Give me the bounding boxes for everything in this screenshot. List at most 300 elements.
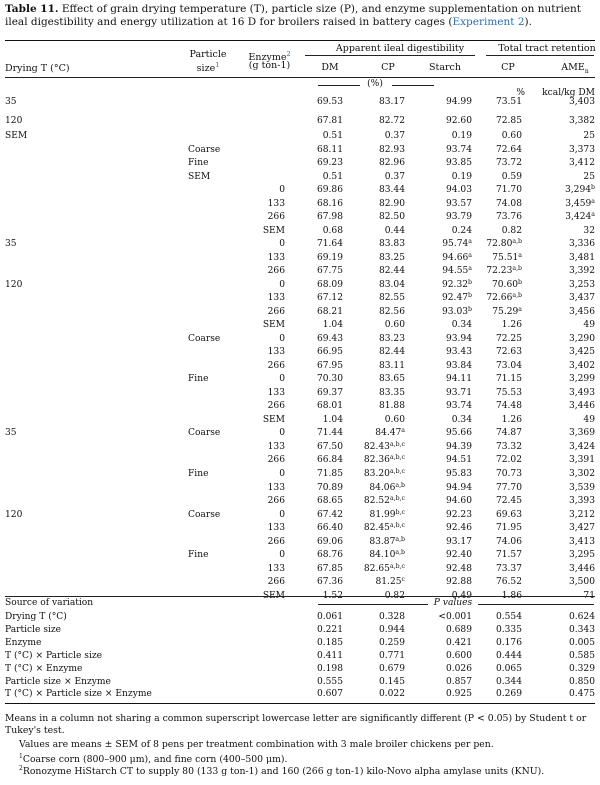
p-value-cell: 0.421 [445, 637, 472, 648]
cell-value: 72.23 [486, 266, 513, 277]
enzyme-cell: SEM [262, 414, 285, 425]
p-value-cell: 0.555 [316, 676, 343, 687]
cell-value: 81.99 [369, 509, 396, 520]
cell-value: 81.88 [378, 401, 405, 412]
p-value-cell: 0.185 [316, 637, 343, 648]
cell-value: 72.85 [495, 116, 522, 126]
p-value-cell: 0.585 [568, 650, 595, 661]
ame-value-cell [535, 347, 595, 358]
cell-value: 3,493 [568, 387, 595, 398]
caption-text: Effect of grain drying temperature (T), particle size (P), and enzyme supplementation on nutrient ileal digestibility and energy utilization at 16 D for broilers raised in battery cages ( [5, 3, 582, 28]
pvalues-dash-right [478, 604, 594, 605]
particle-size-cell: SEM [188, 171, 211, 182]
ame-value-cell [535, 523, 595, 534]
cp-value-cell [345, 307, 405, 318]
cell-value: 3,446 [568, 563, 595, 574]
enzyme-cell: 133 [267, 563, 285, 574]
cell-value: 94.55 [442, 266, 469, 277]
cell-value: 71.70 [495, 185, 522, 196]
ame-value-cell [535, 537, 595, 548]
cp-retention-value-cell [462, 469, 522, 480]
cell-value: 3,402 [568, 360, 595, 371]
cell-value: 68.01 [316, 401, 343, 412]
cell-value: 92.46 [445, 523, 472, 534]
cp-retention-value-cell [462, 347, 522, 358]
cell-value: 93.74 [445, 401, 472, 412]
enzyme-cell: SEM [262, 225, 285, 236]
cp-retention-value-cell [462, 564, 522, 575]
cell-value: 93.85 [445, 158, 472, 169]
cp-value-cell [345, 116, 405, 127]
cell-value: 32 [583, 225, 595, 236]
cell-value: 3,392 [568, 266, 595, 277]
cp-retention-value-cell [462, 280, 522, 291]
cell-value: 70.30 [316, 374, 343, 385]
cell-value: 84.10 [369, 550, 396, 561]
cell-value: 93.17 [445, 536, 472, 547]
cell-value: 73.76 [495, 212, 522, 223]
significance-superscript: a,b [512, 292, 522, 300]
source-label: T (°C) × Particle size × Enzyme [5, 689, 152, 700]
cp-retention-value-cell [462, 496, 522, 507]
cell-value: 1.26 [501, 320, 522, 331]
dm-value-cell [283, 293, 343, 304]
source-label: Enzyme [5, 637, 42, 648]
significance-superscript: a,b,c [389, 562, 405, 570]
cell-value: 25 [583, 171, 595, 182]
cell-value: 82.90 [378, 198, 405, 209]
cell-value: 82.43 [363, 441, 390, 452]
cell-value: 3,369 [568, 428, 595, 439]
drying-temp-cell: SEM [5, 131, 28, 141]
bottom-rule [5, 703, 595, 704]
enzyme-cell: 266 [267, 360, 285, 371]
cell-value: 0.82 [384, 590, 405, 601]
enzyme-cell: 266 [267, 212, 285, 223]
significance-superscript: b,c [395, 508, 405, 516]
cp-retention-value-cell [462, 550, 522, 561]
cell-value: 94.60 [445, 496, 472, 507]
pvalues-dash-left [318, 604, 428, 605]
cell-value: 3,212 [568, 509, 595, 520]
cell-value: 81.25 [375, 577, 402, 588]
cell-value: 92.47 [441, 293, 469, 304]
starch-header: Starch [429, 62, 461, 73]
enzyme-cell: 266 [267, 536, 285, 547]
significance-superscript: b [468, 305, 472, 313]
cp-value-cell [345, 347, 405, 358]
cell-value: 0.19 [451, 171, 472, 182]
cp-retention-value-cell [462, 361, 522, 372]
enzyme-cell: 266 [267, 306, 285, 317]
percent-unit-retention: % [516, 88, 525, 98]
significance-superscript: a,b,c [389, 468, 405, 475]
enzyme-cell: 0 [279, 185, 285, 196]
cell-value: 0.82 [501, 225, 522, 236]
percent-unit: (%) [367, 79, 383, 89]
ame-value-cell [535, 334, 595, 345]
cell-value: 92.60 [445, 116, 472, 126]
cell-value: 0.60 [501, 131, 522, 141]
cell-value: 69.23 [316, 158, 343, 169]
cell-value: 74.08 [495, 198, 522, 209]
source-label: T (°C) × Particle size [5, 650, 103, 661]
dm-value-cell [283, 550, 343, 561]
cell-value: 93.57 [445, 198, 472, 209]
cell-value: 66.95 [316, 347, 343, 358]
cp-value-cell [345, 469, 405, 480]
cp-retention-value-cell [462, 510, 522, 521]
cell-value: 69.86 [316, 185, 343, 196]
cell-value: 0.68 [322, 225, 343, 236]
dm-value-cell [283, 239, 343, 250]
dm-value-cell [283, 280, 343, 291]
sources-title: Source of variation [5, 598, 94, 608]
cell-value: 68.11 [316, 144, 343, 155]
cp-value-cell [345, 172, 405, 183]
drying-temp-cell: 120 [5, 509, 23, 520]
enzyme-cell: SEM [262, 320, 285, 331]
dm-value-cell [283, 172, 343, 183]
dm-value-cell [283, 347, 343, 358]
dm-value-cell [283, 158, 343, 169]
cell-value: 3,299 [568, 374, 595, 385]
ame-value-cell [535, 455, 595, 466]
caption-tail: ). [524, 15, 532, 28]
footnote-2: $^2$Ronozyme HiStarch CT to supply 80 (133 g ton-1) and 160 (266 g ton-1) kilo-Novo alpha amylase units (KNU). [19, 765, 545, 778]
significance-superscript: a [591, 197, 595, 205]
cell-value: 66.40 [316, 523, 343, 534]
cell-value: 1.52 [322, 590, 343, 601]
source-label: T (°C) × Enzyme [5, 663, 83, 674]
cell-value: 82.93 [378, 144, 405, 155]
cell-value: 69.43 [316, 333, 343, 344]
significance-superscript: a,b,c [389, 440, 405, 448]
cell-value: 83.87 [369, 536, 396, 547]
ame-value-cell [535, 401, 595, 412]
cp-header: CP [381, 62, 395, 73]
ame-value-cell [535, 212, 595, 223]
top-rule [5, 40, 595, 41]
cell-value: 0.37 [384, 171, 405, 182]
p-value-cell: <0.001 [438, 612, 472, 622]
ame-value-cell [535, 185, 595, 196]
dm-value-cell [283, 199, 343, 210]
cell-value: 72.80 [486, 239, 513, 250]
ame-value-cell [535, 239, 595, 250]
cell-value: 67.98 [316, 212, 343, 223]
cell-value: 72.66 [486, 293, 513, 304]
source-label: Particle size × Enzyme [5, 676, 111, 687]
cell-value: 0.59 [501, 171, 522, 182]
cell-value: 3,403 [568, 97, 595, 107]
dm-value-cell [283, 469, 343, 480]
experiment-link[interactable]: Experiment 2 [452, 15, 525, 28]
cp-value-cell [345, 510, 405, 521]
significance-superscript: a [518, 305, 522, 313]
cell-value: 82.72 [378, 116, 405, 126]
cp-retention-value-cell [462, 266, 522, 277]
enzyme-cell: 133 [267, 293, 285, 304]
cp-retention-value-cell [462, 442, 522, 453]
ame-value-cell [535, 199, 595, 210]
cell-value: 70.73 [495, 469, 522, 479]
cell-value: 0.49 [451, 590, 472, 601]
significance-superscript: b [468, 292, 472, 300]
ame-value-cell [535, 226, 595, 237]
particle-size-cell: Fine [188, 374, 209, 385]
cell-value: 71 [583, 590, 595, 601]
ame-value-cell [535, 320, 595, 331]
cell-value: 94.03 [445, 185, 472, 196]
unit-dash-left [318, 85, 360, 86]
cell-value: 68.65 [316, 496, 343, 507]
caption-label: Table 11. [5, 3, 59, 15]
cell-value: 93.71 [445, 387, 472, 398]
cell-value: 69.53 [316, 97, 343, 107]
p-value-cell: 0.679 [378, 663, 405, 674]
drying-temp-cell: 120 [5, 279, 23, 290]
cp-retention-value-cell [462, 131, 522, 142]
cell-value: 69.37 [316, 387, 343, 398]
ame-value-cell [535, 172, 595, 183]
cell-value: 3,294 [564, 185, 592, 196]
cell-value: 69.06 [316, 536, 343, 547]
significance-superscript: a,b,c [389, 495, 405, 503]
significance-superscript: a,b,c [389, 454, 405, 462]
footnote-means: Means in a column not sharing a common superscript lowercase letter are significantly different (P < 0.05) by Student t or Tukey's test. [5, 713, 587, 736]
cell-value: 82.36 [363, 455, 390, 466]
significance-superscript: b [518, 278, 522, 286]
ame-value-cell [535, 116, 595, 127]
cell-value: 73.51 [495, 97, 522, 107]
cell-value: 83.44 [378, 185, 405, 196]
cp-value-cell [345, 564, 405, 575]
cell-value: 95.74 [442, 239, 469, 250]
significance-superscript: c [401, 576, 405, 584]
cell-value: 66.84 [316, 455, 343, 466]
dm-value-cell [283, 185, 343, 196]
cell-value: 72.25 [495, 333, 522, 344]
cell-value: 67.36 [316, 577, 343, 588]
cell-value: 84.47 [375, 428, 402, 439]
significance-superscript: a [401, 427, 405, 435]
p-value-cell: 0.176 [495, 637, 522, 648]
cp-retention-value-cell [462, 293, 522, 304]
cell-value: 0.51 [322, 131, 343, 141]
enzyme-cell: 133 [267, 387, 285, 398]
dm-value-cell [283, 496, 343, 507]
particle-footnote-mark: 1 [215, 61, 220, 69]
cp-retention-value-cell [462, 307, 522, 318]
p-value-cell: 0.269 [495, 689, 522, 700]
cell-value: 82.96 [378, 158, 405, 169]
cp-value-cell [345, 537, 405, 548]
significance-superscript: a [468, 238, 472, 246]
cell-value: 71.15 [495, 374, 522, 385]
enzyme-cell: 0 [279, 469, 285, 479]
significance-superscript: b [468, 278, 472, 286]
cp-value-cell [345, 388, 405, 399]
cp-retention-value-cell [462, 523, 522, 534]
ame-value-cell [535, 293, 595, 304]
cp-value-cell [345, 266, 405, 277]
ame-value-cell [535, 266, 595, 277]
p-value-cell: 0.857 [445, 676, 472, 687]
cell-value: 92.23 [445, 509, 472, 520]
cell-value: 94.99 [445, 97, 472, 107]
dm-value-cell [283, 415, 343, 426]
cell-value: 83.23 [378, 333, 405, 344]
ame-value-cell [535, 564, 595, 575]
cell-value: 0.34 [451, 414, 472, 425]
dm-value-cell [283, 97, 343, 108]
cell-value: 3,336 [568, 239, 595, 250]
footnote-values: Values are means ± SEM of 8 pens per treatment combination with 3 male broiler chickens per pen. [19, 739, 494, 750]
cp-retention-value-cell [462, 334, 522, 345]
p-value-cell: 0.411 [316, 650, 343, 661]
cell-value: 25 [583, 131, 595, 141]
cell-value: 3,253 [568, 279, 595, 290]
enzyme-cell: 266 [267, 455, 285, 466]
cp-value-cell [345, 185, 405, 196]
p-value-cell: 0.607 [316, 689, 343, 700]
dm-value-cell [283, 131, 343, 142]
enzyme-cell: 133 [267, 482, 285, 493]
cell-value: 3,456 [568, 306, 595, 317]
cell-value: 72.02 [495, 455, 522, 466]
ame-header: $AME_n$ [561, 62, 589, 75]
dm-value-cell [283, 510, 343, 521]
drying-header: Drying T (°C) [5, 63, 70, 74]
cp-value-cell [345, 199, 405, 210]
dm-value-cell [283, 334, 343, 345]
cell-value: 3,425 [568, 347, 595, 358]
cell-value: 94.94 [445, 482, 472, 493]
dm-value-cell [283, 388, 343, 399]
cell-value: 83.20 [363, 469, 390, 479]
cell-value: 93.84 [445, 360, 472, 371]
dm-value-cell [283, 226, 343, 237]
cell-value: 3,373 [568, 144, 595, 155]
cp-value-cell [345, 577, 405, 588]
cp-retention-value-cell [462, 428, 522, 439]
cell-value: 82.50 [378, 212, 405, 223]
p-value-cell: 0.259 [378, 637, 405, 648]
p-value-cell: 0.771 [378, 650, 405, 661]
cp-value-cell [345, 361, 405, 372]
significance-superscript: a,b [395, 535, 405, 543]
cell-value: 95.66 [445, 428, 472, 439]
cell-value: 0.51 [322, 171, 343, 182]
ame-value-cell [535, 158, 595, 169]
cell-value: 83.35 [378, 387, 405, 398]
cp-value-cell [345, 550, 405, 561]
cp-value-cell [345, 280, 405, 291]
cell-value: 3,302 [568, 469, 595, 479]
p-value-cell: 0.624 [568, 612, 595, 622]
cell-value: 93.79 [445, 212, 472, 223]
cell-value: 3,424 [565, 212, 592, 223]
cell-value: 93.43 [445, 347, 472, 358]
particle-size-cell: Fine [188, 469, 209, 479]
cell-value: 3,290 [568, 333, 595, 344]
p-value-cell: 0.022 [378, 689, 405, 700]
p-value-cell: 0.198 [316, 663, 343, 674]
p-value-cell: 0.689 [445, 624, 472, 635]
significance-superscript: a,b [512, 238, 522, 246]
cell-value: 3,446 [568, 401, 595, 412]
cell-value: 67.81 [316, 116, 343, 126]
cell-value: 82.44 [378, 347, 405, 358]
source-label: Drying T (°C) [5, 612, 67, 622]
cp-retention-value-cell [462, 253, 522, 264]
p-value-cell: 0.925 [445, 689, 472, 700]
cell-value: 74.48 [495, 401, 522, 412]
ame-value-cell [535, 388, 595, 399]
ame-value-cell [535, 550, 595, 561]
cell-value: 1.26 [501, 414, 522, 425]
enzyme-cell: 133 [267, 523, 285, 534]
cell-value: 75.51 [492, 252, 519, 263]
total-group-header: Total tract retention [498, 43, 596, 54]
cp-value-cell [345, 212, 405, 223]
cell-value: 75.29 [492, 306, 519, 317]
enzyme-cell: 0 [279, 428, 285, 439]
cell-value: 82.65 [363, 563, 390, 574]
ame-value-cell [535, 307, 595, 318]
significance-superscript: a [591, 211, 595, 219]
cp-value-cell [345, 97, 405, 108]
cp-value-cell [345, 253, 405, 264]
enzyme-cell: 0 [279, 550, 285, 561]
ame-value-cell [535, 496, 595, 507]
cp-value-cell [345, 145, 405, 156]
cell-value: 94.39 [445, 441, 472, 452]
apparent-group-header: Apparent ileal digestibility [335, 43, 465, 54]
enzyme-cell: SEM [262, 590, 285, 601]
enzyme-cell: 266 [267, 401, 285, 412]
dm-value-cell [283, 145, 343, 156]
cell-value: 73.72 [495, 158, 522, 169]
cell-value: 49 [583, 320, 595, 331]
enzyme-cell: 0 [279, 509, 285, 520]
cell-value: 1.04 [322, 320, 343, 331]
significance-superscript: a,b [512, 265, 522, 273]
p-value-cell: 0.475 [568, 689, 595, 700]
cell-value: 74.06 [495, 536, 522, 547]
particle-size-cell: Fine [188, 158, 209, 169]
cell-value: 73.32 [495, 441, 522, 452]
cell-value: 93.03 [441, 306, 469, 317]
cell-value: 95.83 [445, 469, 472, 479]
footnote-1: $^1$Coarse corn (800–900 μm), and fine corn (400–500 μm). [19, 753, 288, 766]
cell-value: 3,427 [568, 523, 595, 534]
cell-value: 92.48 [445, 563, 472, 574]
cp-retention-value-cell [462, 577, 522, 588]
cell-value: 49 [583, 414, 595, 425]
enzyme-cell: 133 [267, 198, 285, 209]
particle-size-cell: Coarse [188, 509, 221, 520]
cell-value: 3,413 [568, 536, 595, 547]
cp-value-cell [345, 401, 405, 412]
cp-retention-value-cell [462, 320, 522, 331]
p-value-cell: 0.554 [495, 612, 522, 622]
dm-header: DM [321, 62, 339, 73]
dm-value-cell [283, 428, 343, 439]
significance-superscript: a,b [395, 549, 405, 557]
dm-value-cell [283, 483, 343, 494]
